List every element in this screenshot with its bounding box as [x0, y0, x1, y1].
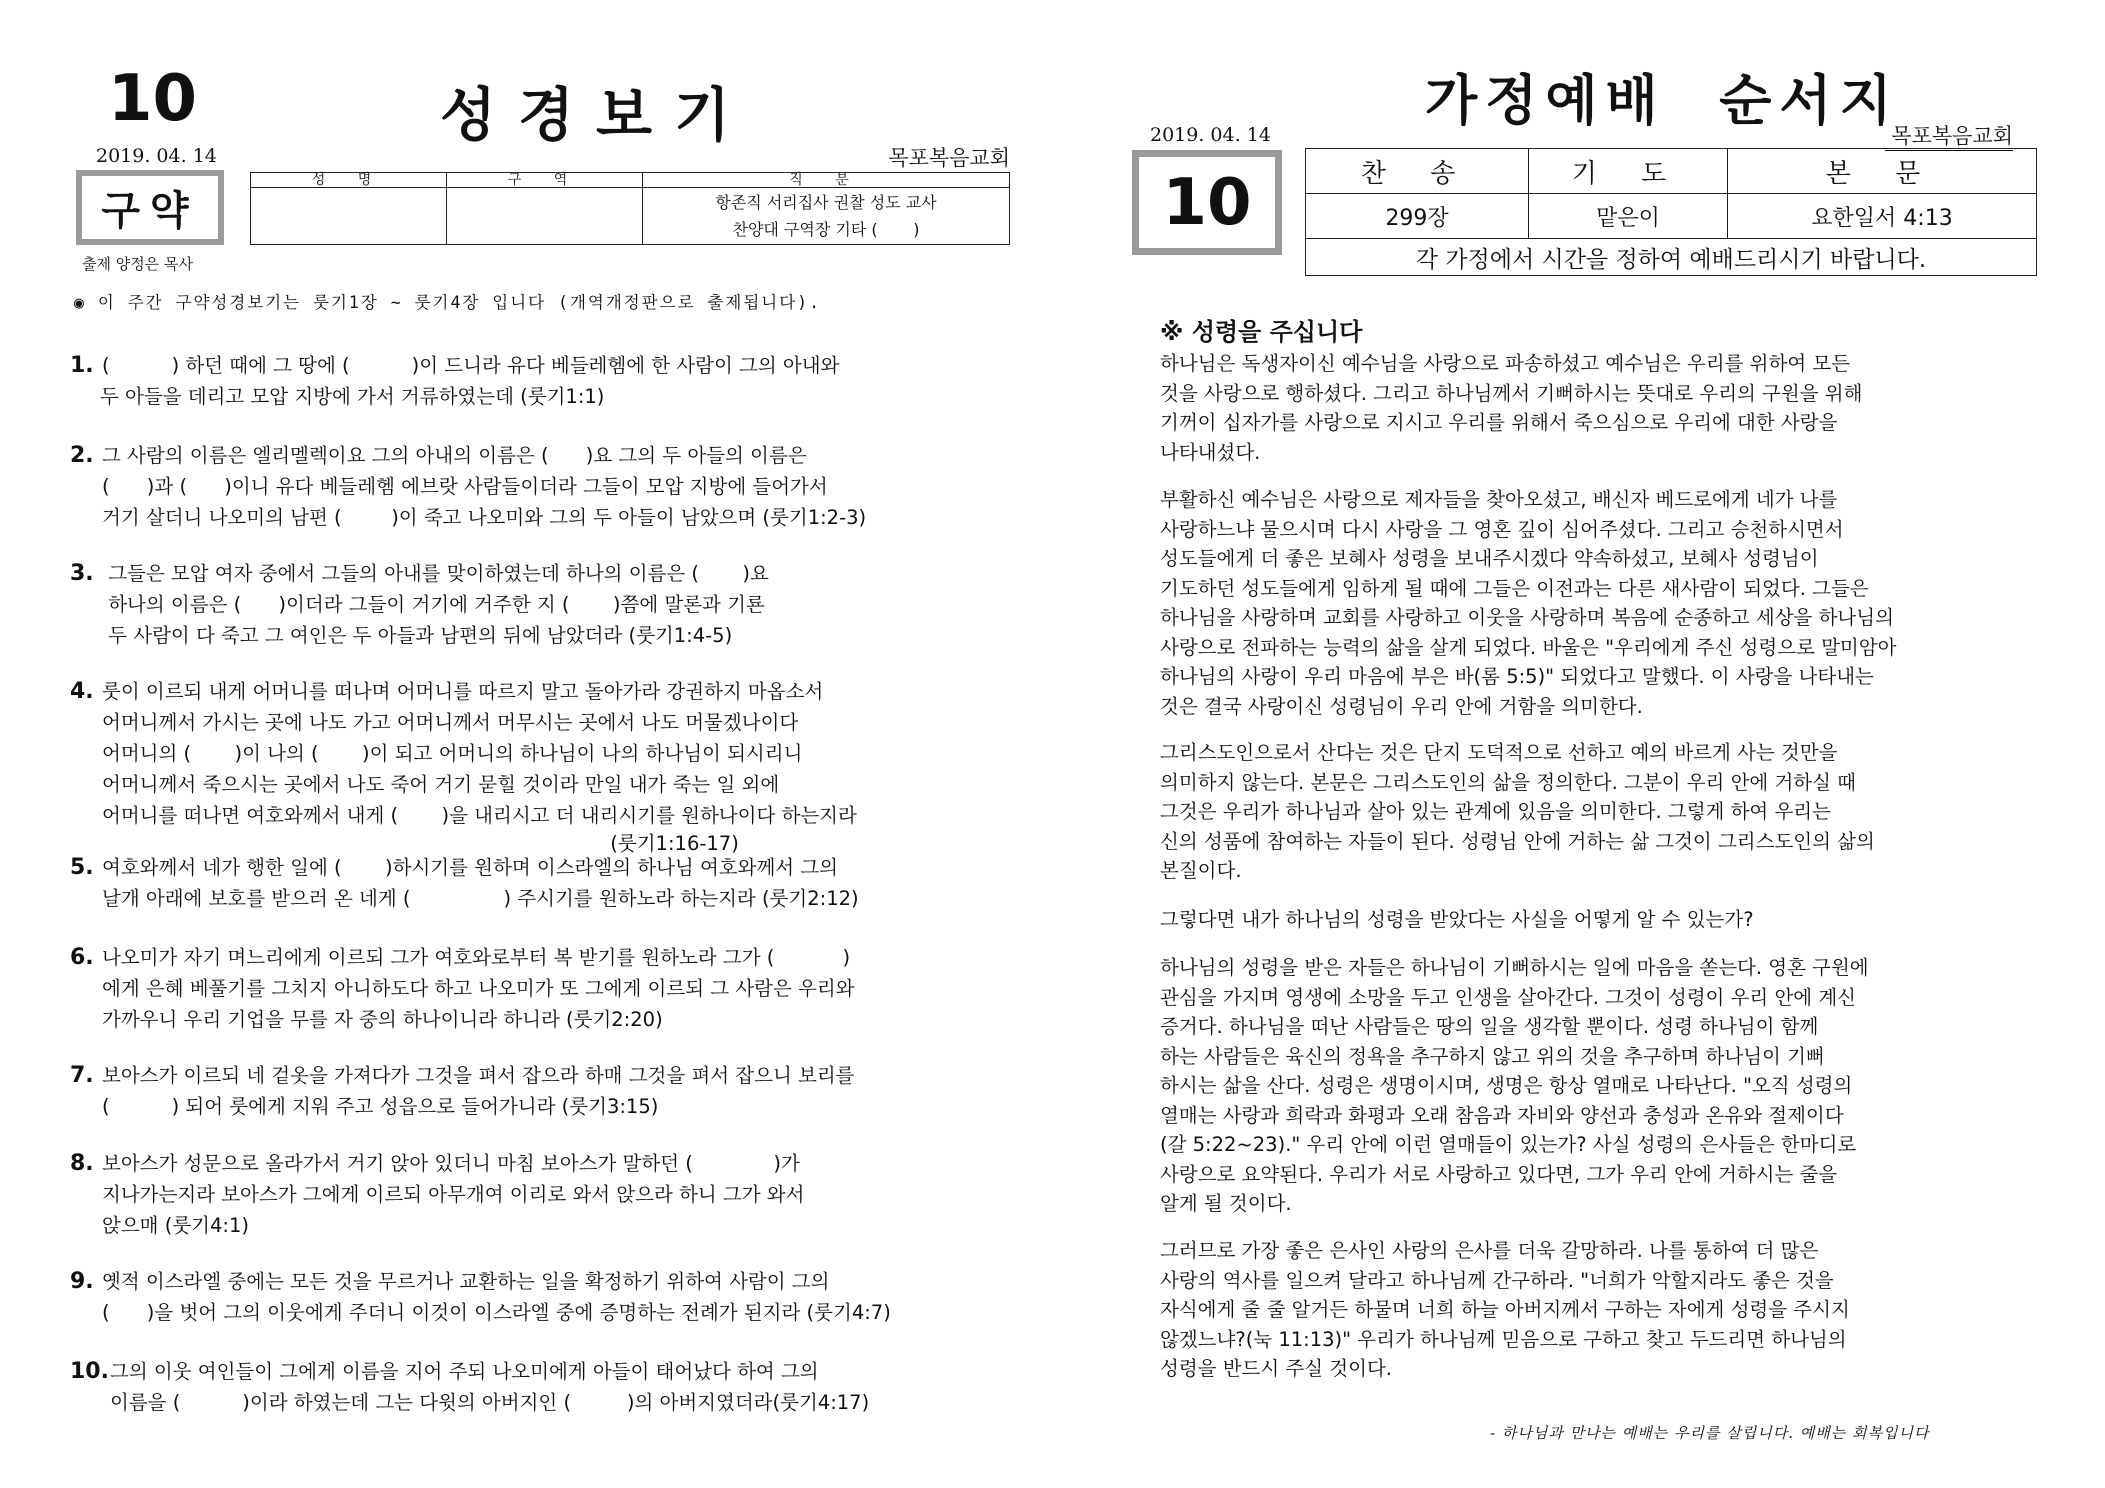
question-number: 2. [70, 443, 94, 468]
question-line: 어머니를 떠나면 여호와께서 내게 ( )을 내리시고 더 내리시기를 원하나이다 하는지라 [102, 804, 857, 827]
paragraph-line: 자식에게 줄 줄 알거든 하물며 너희 하늘 아버지께서 구하는 자에게 성령을 주시지 [1160, 1298, 1850, 1321]
paragraph-line: 관심을 가지며 영생에 소망을 두고 인생을 살아간다. 그것이 성령이 우리 안에 계신 [1160, 985, 1857, 1009]
name-field[interactable] [251, 188, 447, 245]
position-options[interactable] [643, 188, 1010, 245]
paragraph-6 [1160, 1236, 1850, 1384]
paragraph-line: 않겠느냐?(눅 11:13)" 우리가 하나님께 믿음으로 구하고 찾고 두드리면 하나님의 [1160, 1327, 1847, 1351]
question-line: 그 사람의 이름은 엘리멜렉이요 그의 아내의 이름은 ( )요 그의 두 아들의 이름은 [102, 444, 807, 467]
question-line: 보아스가 이르되 네 겉옷을 가져다가 그것을 펴서 잡으라 하매 그것을 펴서 잡으니 보리를 [102, 1064, 855, 1087]
paragraph-line: 성도들에게 더 좋은 보혜사 성령을 보내주시겠다 약속하셨고, 보혜사 성령님이 [1160, 547, 1819, 570]
question-line: 어머니께서 죽으시는 곳에서 나도 죽어 거기 묻힐 것이라 만일 내가 죽는 일 외에 [102, 773, 780, 796]
notice: ◉ 이 주간 구약성경보기는 룻기1장 ~ 룻기4장 입니다 (개역개정판으로 출제됩니다). [74, 293, 822, 312]
question-line: ( ) 되어 룻에게 지워 주고 성읍으로 들어가니라 (룻기3:15) [102, 1095, 659, 1118]
paragraph-4 [1160, 905, 1754, 935]
worship-church: 목포복음교회 [1885, 120, 2013, 151]
order-header-scripture: 본 문 [1728, 149, 2037, 194]
question-number: 6. [70, 945, 94, 970]
question-line: ( ) 하던 때에 그 땅에 ( )이 드니라 유다 베들레헴에 한 사람이 그의 아내와 [102, 354, 840, 377]
info-header-position: 직 분 [643, 173, 1010, 188]
question-number: 3. [70, 561, 94, 586]
paragraph-line: 증거다. 하나님을 떠난 사람들은 땅의 일을 생각할 뿐이다. 성령 하나님이 함께 [1160, 1015, 1819, 1038]
question-line: 에게 은혜 베풀기를 그치지 아니하도다 하고 나오미가 또 그에게 이르되 그 사람은 우리와 [102, 977, 855, 1000]
question-6 [70, 942, 855, 1035]
question-9 [70, 1266, 891, 1328]
info-header-district: 구 역 [447, 173, 643, 188]
question-line: 하나의 이름은 ( )이더라 그들이 거기에 거주한 지 ( )쯤에 말론과 기룐 [102, 593, 765, 616]
question-line: 가까우니 우리 기업을 무를 자 중의 하나이니라 하니라 (룻기2:20) [102, 1008, 663, 1031]
info-header-name: 성 명 [251, 173, 447, 188]
paragraph-line: 하시는 삶을 산다. 성령은 생명이시며, 생명은 항상 열매로 나타난다. "오직 성령의 [1160, 1074, 1853, 1097]
paragraph-line: 그리스도인으로서 산다는 것은 단지 도덕적으로 선하고 예의 바르게 사는 것만을 [1160, 741, 1838, 764]
section-label: 구약 [101, 188, 199, 234]
paragraph-line: (갈 5:22~23)." 우리 안에 이런 열매들이 있는가? 사실 성령의 은사들은 한마디로 [1160, 1133, 1857, 1156]
question-number: 1. [70, 353, 94, 378]
question-line: 지나가는지라 보아스가 그에게 이르되 아무개여 이리로 와서 앉으라 하니 그가 와서 [102, 1183, 805, 1206]
question-line: 어머니의 ( )이 나의 ( )이 되고 어머니의 하나님이 나의 하나님이 되시리니 [102, 742, 803, 765]
question-line: 이름을 ( )이라 하였는데 그는 다윗의 아버지인 ( )의 아버지였더라(룻기4:17) [110, 1391, 870, 1414]
question-8 [70, 1148, 804, 1241]
paragraph-line: 사랑으로 전파하는 능력의 삶을 살게 되었다. 바울은 "우리에게 주신 성령으로 말미암아 [1160, 635, 1897, 659]
paragraph-line: 의미하지 않는다. 본문은 그리스도인의 삶을 정의한다. 그분이 우리 안에 거하실 때 [1160, 770, 1857, 794]
question-3 [70, 558, 769, 651]
worship-date: 2019. 04. 14 [1150, 124, 1271, 146]
paragraph-line: 기꺼이 십자가를 사랑으로 지시고 우리를 위해서 죽으심으로 우리에 대한 사랑을 [1160, 411, 1838, 434]
question-line: (룻기1:16-17) [102, 832, 739, 855]
church-name: 목포복음교회 [880, 142, 1010, 173]
question-1 [70, 350, 839, 412]
paragraph-line: 신의 성품에 참여하는 자들이 된다. 성령님 안에 거하는 삶 그것이 그리스도인의 삶의 [1160, 829, 1875, 853]
paragraph-1 [1160, 349, 1862, 467]
question-line: ( )을 벗어 그의 이웃에게 주더니 이것이 이스라엘 중에 증명하는 전례가 된지라 (룻기4:7) [102, 1301, 891, 1324]
paragraph-line: 하나님의 성령을 받은 자들은 하나님이 기뻐하시는 일에 마음을 쏟는다. 영혼 구원에 [1160, 956, 1869, 979]
question-line: 여호와께서 네가 행한 일에 ( )하시기를 원하며 이스라엘의 하나님 여호와께서 그의 [102, 856, 839, 879]
paragraph-line: 열매는 사랑과 희락과 화평과 오래 참음과 자비와 양선과 충성과 온유와 절제이다 [1160, 1103, 1844, 1127]
question-number: 7. [70, 1063, 94, 1088]
paragraph-3 [1160, 738, 1875, 886]
question-line: 룻이 이르되 내게 어머니를 떠나며 어머니를 따르지 말고 돌아가라 강권하지 마옵소서 [102, 680, 824, 703]
question-line: 그들은 모압 여자 중에서 그들의 아내를 맞이하였는데 하나의 이름은 ( )요 [102, 562, 769, 585]
issue-number: 10 [108, 62, 198, 136]
page-title: 성경보기 [440, 81, 753, 149]
question-number: 5. [70, 855, 94, 880]
paragraph-line: 성령을 반드시 주실 것이다. [1160, 1357, 1393, 1380]
question-2 [70, 440, 866, 533]
worship-number: 10 [1162, 165, 1252, 240]
question-line: 날개 아래에 보호를 받으러 온 네게 ( ) 주시기를 원하노라 하는지라 (룻기2:12) [102, 887, 859, 910]
date: 2019. 04. 14 [96, 145, 217, 167]
paragraph-line: 사랑으로 요약된다. 우리가 서로 사랑하고 있다면, 그가 우리 안에 거하시는 줄을 [1160, 1162, 1838, 1186]
order-header-hymn: 찬 송 [1306, 149, 1529, 194]
question-line: 앉으매 (룻기4:1) [102, 1214, 249, 1237]
paragraph-line: 기도하던 성도들에게 임하게 될 때에 그들은 이전과는 다른 새사람이 되었다. 그들은 [1160, 576, 1869, 600]
position-options-line1: 항존직 서리집사 권찰 성도 교사 [715, 193, 937, 212]
paragraph-line: 알게 될 것이다. [1160, 1192, 1292, 1215]
paragraph-line: 사랑의 역사를 일으켜 달라고 하나님께 간구하라. "너희가 악할지라도 좋은 것을 [1160, 1268, 1834, 1292]
paragraph-line: 것은 결국 사랑이신 성령님이 우리 안에 거함을 의미한다. [1160, 694, 1643, 718]
question-number: 4. [70, 679, 94, 704]
question-line: 어머니께서 가시는 곳에 나도 가고 어머니께서 머무시는 곳에서 나도 머물겠나이다 [102, 711, 799, 734]
question-line: 나오미가 자기 며느리에게 이르되 그가 여호와로부터 복 받기를 원하노라 그가 ( ) [102, 946, 851, 969]
paragraph-line: 그러므로 가장 좋은 은사인 사랑의 은사를 더욱 갈망하라. 나를 통하여 더 많은 [1160, 1239, 1819, 1262]
order-scripture: 요한일서 4:13 [1728, 194, 2037, 239]
question-line: ( )과 ( )이니 유다 베들레헴 에브랏 사람들이더라 그들이 모압 지방에 들어가서 [102, 475, 828, 498]
paragraph-line: 그렇다면 내가 하나님의 성령을 받았다는 사실을 어떻게 알 수 있는가? [1160, 908, 1754, 931]
worship-title: 가정예배 순서지 [1425, 69, 1900, 132]
position-options-line2: 찬양대 구역장 기타 ( ) [732, 220, 920, 239]
paragraph-line: 하나님의 사랑이 우리 마음에 부은 바(롬 5:5)" 되었다고 말했다. 이 사랑을 나타내는 [1160, 665, 1874, 688]
paragraph-line: 본질이다. [1160, 859, 1242, 882]
paragraph-line: 하나님은 독생자이신 예수님을 사랑으로 파송하셨고 예수님은 우리를 위하여 모든 [1160, 352, 1851, 375]
order-hymn: 299장 [1306, 194, 1529, 239]
question-7 [70, 1060, 855, 1122]
question-line: 옛적 이스라엘 중에는 모든 것을 무르거나 교환하는 일을 확정하기 위하여 사람이 그의 [102, 1270, 830, 1293]
order-header-prayer: 기 도 [1529, 149, 1728, 194]
paragraph-5 [1160, 953, 1869, 1219]
question-line: 보아스가 성문으로 올라가서 거기 앉아 있더니 마침 보아스가 말하던 ( )가 [102, 1152, 800, 1175]
question-line: 그의 이웃 여인들이 그에게 이름을 지어 주되 나오미에게 아들이 태어났다 하여 그의 [110, 1360, 819, 1383]
section-box [76, 170, 224, 245]
question-number: 10. [70, 1359, 109, 1384]
question-number: 8. [70, 1151, 94, 1176]
question-line: 두 아들을 데리고 모압 지방에 가서 거류하였는데 (룻기1:1) [100, 385, 605, 408]
paragraph-line: 것을 사랑으로 행하셨다. 그리고 하나님께서 기뻐하시는 뜻대로 우리의 구원을 위해 [1160, 381, 1863, 405]
order-message: 각 가정에서 시간을 정하여 예배드리시기 바랍니다. [1306, 239, 2037, 276]
question-5 [70, 852, 859, 914]
district-field[interactable] [447, 188, 643, 245]
paragraph-line: 하나님을 사랑하며 교회를 사랑하고 이웃을 사랑하며 복음에 순종하고 세상을 하나님의 [1160, 606, 1894, 629]
order-table [1305, 148, 2037, 276]
paragraph-line: 사랑하느냐 물으시며 다시 사랑을 그 영혼 깊이 심어주셨다. 그리고 승천하시면서 [1160, 517, 1844, 541]
paragraph-line: 그것은 우리가 하나님과 살아 있는 관계에 있음을 의미한다. 그렇게 하여 우리는 [1160, 800, 1831, 823]
question-number: 9. [70, 1269, 94, 1294]
paragraph-line: 부활하신 예수님은 사랑으로 제자들을 찾아오셨고, 배신자 베드로에게 네가 나를 [1160, 488, 1838, 511]
question-line: 두 사람이 다 죽고 그 여인은 두 아들과 남편의 뒤에 남았더라 (룻기1:4-5) [102, 624, 733, 647]
question-10 [70, 1356, 869, 1418]
paragraph-2 [1160, 485, 1896, 721]
worship-number-box [1132, 150, 1282, 255]
question-4 [70, 676, 857, 857]
author: 출제 양정은 목사 [82, 255, 193, 273]
info-table [250, 172, 1010, 245]
order-prayer: 맡은이 [1529, 194, 1728, 239]
question-line: 거기 살더니 나오미의 남편 ( )이 죽고 나오미와 그의 두 아들이 남았으며 (룻기1:2-3) [102, 506, 867, 529]
closing-quote: - 하나님과 만나는 예배는 우리를 살립니다. 예배는 회복입니다 [1490, 1424, 1930, 1442]
paragraph-line: 하는 사람들은 육신의 정욕을 추구하지 않고 위의 것을 추구하며 하나님이 기뻐 [1160, 1044, 1825, 1068]
sermon-heading: ※ 성령을 주십니다 [1160, 318, 1363, 346]
paragraph-line: 나타내셨다. [1160, 440, 1261, 464]
